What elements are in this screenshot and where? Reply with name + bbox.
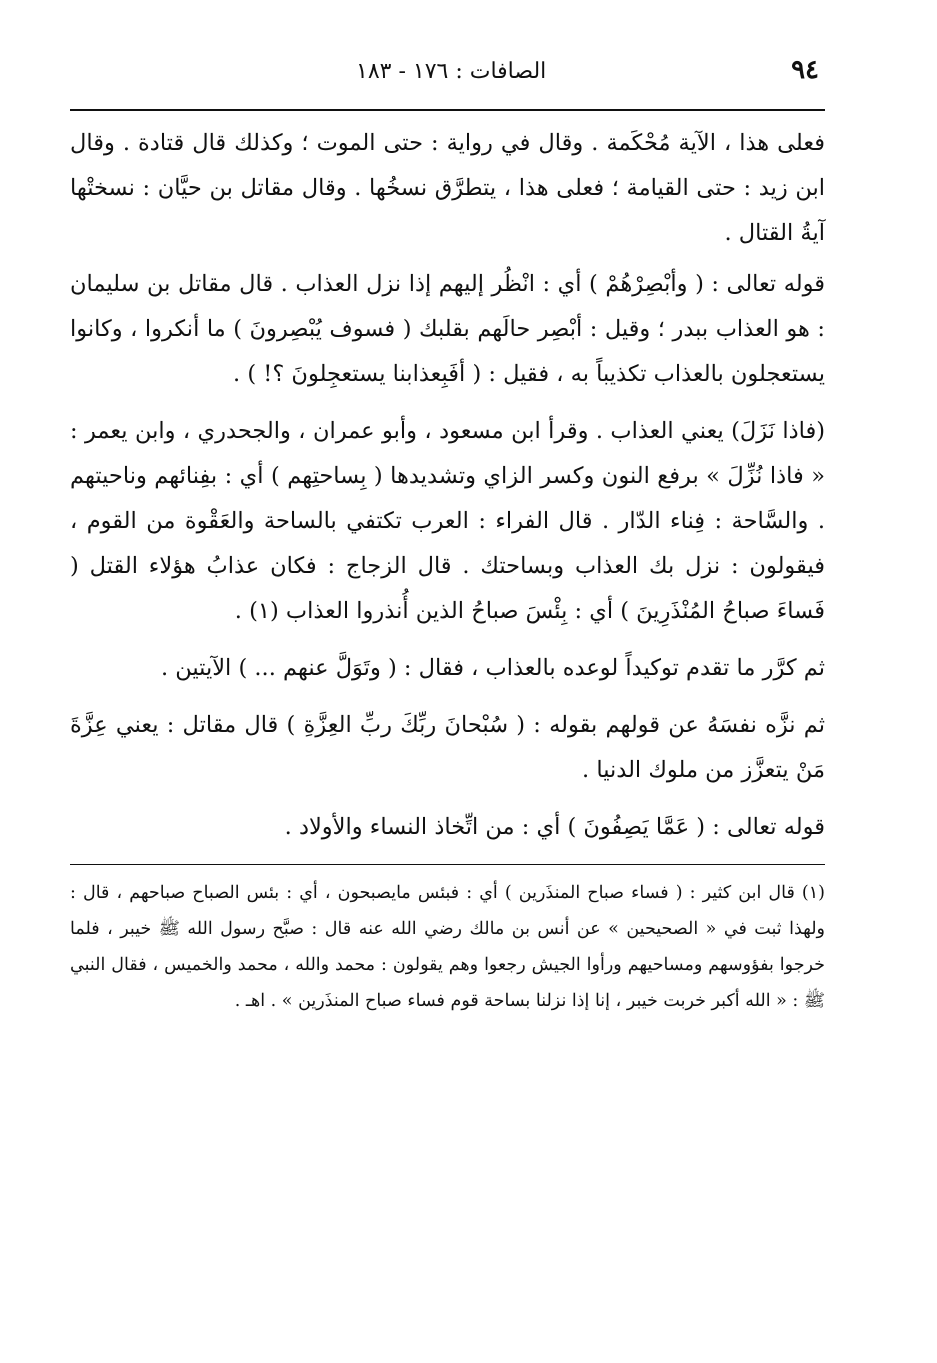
paragraph: ثم نزَّه نفسَهُ عن قولهم بقوله : ( سُبْحانَ ربِّكَ ربِّ العِزَّةِ ) قال مقاتل : يعني عِزَّةَ مَنْ يتعزَّز من ملوك الدنيا .: [70, 712, 825, 783]
running-header: [70, 55, 825, 103]
paragraph: فعلى هذا ، الآية مُحْكَمة . وقال في رواية : حتى الموت ؛ وكذلك قال قتادة . وقال ابن زيد : حتى القيامة ؛ فعلى هذا ، يتطرَّق نسخُها . وقال مقاتل بن حيَّان : نسختْها آيةُ القتال .: [70, 130, 825, 246]
page-number: ٩٤: [791, 55, 819, 85]
paragraph: قوله تعالى : ( عَمَّا يَصِفُونَ ) أي : من اتِّخاذ النساء والأولاد .: [284, 814, 825, 840]
surah-verse-range: الصافات : ١٧٦ - ١٨٣: [356, 59, 547, 84]
paragraph: قوله تعالى : ( وأبْصِرْهُمْ ) أي : انْظُر إليهم إذا نزل العذاب . قال مقاتل بن سليمان : هو العذاب ببدر ؛ وقيل : أبْصِر حالَهم بقلبك ( فسوف يُبْصِرونَ ) ما أنكروا ، وكانوا يستعجلون بالعذاب تكذيباً به ، فقيل : ( أفَبِعذابنا يستعجِلونَ ؟! ) .: [70, 271, 825, 387]
footnote: [70, 875, 825, 1019]
main-text: [70, 121, 825, 850]
footnote-rule: [70, 864, 825, 865]
header-rule: [70, 109, 825, 111]
book-page: [70, 55, 825, 1019]
footnote-text: (١) قال ابن كثير : ( فساء صباح المنذَرين ) أي : فبئس مايصبحون ، أي : بئس الصباح صباحهم ، قال : ولهذا ثبت في « الصحيحين » عن أنس بن مالك رضي الله عنه قال : صبَّح رسول الله ﷺ خيبر ، فلما خرجوا بفؤوسهم ومساحيهم ورأوا الجيش رجعوا وهم يقولون : محمد والله ، محمد والخميس ، فقال النبي ﷺ : « الله أكبر خربت خيبر ، إنا إذا نزلنا بساحة قوم فساء صباح المنذَرين » . اهـ .: [70, 883, 825, 1011]
paragraph: ثم كرَّر ما تقدم توكيداً لوعده بالعذاب ، فقال : ( وتَوَلَّ عنهم ... ) الآيتين .: [160, 655, 825, 681]
paragraph: (فاذا نَزَلَ) يعني العذاب . وقرأ ابن مسعود ، وأبو عمران ، والجحدري ، وابن يعمر : « فاذا نُزِّلَ » برفع النون وكسر الزاي وتشديدها ( بِساحتِهم ) أي : بفِنائهم وناحيتهم . والسَّاحة : فِناء الدّار . قال الفراء : العرب تكتفي بالساحة والعَقْوة من القوم ، فيقولون : نزل بك العذاب وبساحتك . قال الزجاج : فكان عذابُ هؤلاء القتل ( فَساءَ صباحُ المُنْذَرِينَ ) أي : بِئْسَ صباحُ الذين أُنذروا العذاب (١) .: [70, 418, 825, 624]
